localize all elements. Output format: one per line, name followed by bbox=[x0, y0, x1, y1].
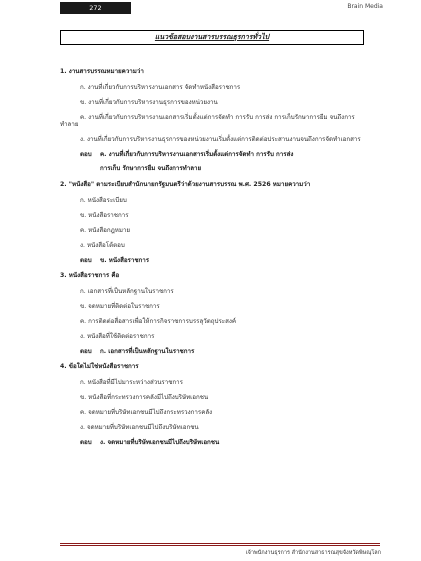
option-2d: ง. หนังสือโต้ตอบ bbox=[80, 241, 125, 249]
option-3a: ก. เอกสารที่เป็นหลักฐานในราชการ bbox=[80, 287, 174, 295]
option-3b: ข. จดหมายที่ติดต่อในราชการ bbox=[80, 302, 160, 310]
option-4b: ข. หนังสือที่กระทรวงการคลังมีไปถึงบริษัทเอกชน bbox=[80, 393, 209, 401]
question-4: 4. ข้อใดไม่ใช่หนังสือราชการ bbox=[60, 363, 139, 370]
option-1a: ก. งานที่เกี่ยวกับการบริหารงานเอกสาร จัดทำหนังสือราชการ bbox=[80, 83, 241, 91]
option-1c: ค. งานที่เกี่ยวกับการบริหารงานเอกสารเริ่มตั้งแต่การจัดทำ การรับ การส่ง การเก็บรักษาการยืม จนถึงการทำลาย bbox=[60, 113, 355, 128]
footer-divider-top bbox=[60, 543, 380, 544]
answer-text: ค. งานที่เกี่ยวกับการบริหารงานเอกสารเริ่มตั้งแต่การจัดทำ การรับ การส่ง bbox=[100, 151, 294, 158]
question-1: 1. งานสารบรรณหมายความว่า bbox=[60, 68, 144, 75]
page-title: แนวข้อสอบงานสารบรรณธุรการทั่วไป bbox=[60, 30, 364, 45]
question-2: 2. "หนังสือ" ตามระเบียบสำนักนายกรัฐมนตรีว่าด้วยงานสารบรรณ พ.ศ. 2526 หมายความว่า bbox=[60, 181, 311, 188]
footer-divider bbox=[60, 545, 380, 546]
question-3: 3. หนังสือราชการ คือ bbox=[60, 272, 120, 279]
brand-name: Brain Media bbox=[347, 3, 383, 10]
answer-label: ตอบ bbox=[80, 438, 92, 446]
answer-1-continued: การเก็บ รักษาการยืม จนถึงการทำลาย bbox=[100, 164, 202, 172]
answer-4 bbox=[60, 439, 372, 447]
option-2b: ข. หนังสือราชการ bbox=[80, 211, 129, 219]
answer-text: ง. จดหมายที่บริษัทเอกชนมีไปถึงบริษัทเอกชน bbox=[100, 438, 220, 446]
option-1b: ข. งานที่เกี่ยวกับการบริหารงานธุรการของหน่วยงาน bbox=[80, 98, 218, 106]
option-1d: ง. งานที่เกี่ยวกับการบริหารงานธุรการของหน่วยงานเริ่มตั้งแต่การติดต่อประสานงานจนถึงการจัดทำเอกสาร bbox=[80, 136, 361, 143]
option-4d: ง. จดหมายที่บริษัทเอกชนมีไปถึงบริษัทเอกชน bbox=[80, 423, 199, 431]
option-2c: ค. หนังสือกฎหมาย bbox=[80, 226, 131, 234]
option-4a: ก. หนังสือที่มีไปมาระหว่างส่วนราชการ bbox=[80, 378, 183, 386]
answer-label: ตอบ bbox=[80, 256, 92, 264]
question-list bbox=[60, 68, 372, 454]
answer-3 bbox=[60, 348, 372, 356]
answer-label: ตอบ bbox=[80, 347, 92, 355]
option-3d: ง. หนังสือที่ใช้ติดต่อราชการ bbox=[80, 332, 155, 340]
answer-text: ข. หนังสือราชการ bbox=[100, 256, 150, 264]
option-4c: ค. จดหมายที่บริษัทเอกชนมีไปถึงกระทรวงการคลัง bbox=[80, 408, 213, 416]
answer-text: ก. เอกสารที่เป็นหลักฐานในราชการ bbox=[100, 347, 195, 355]
footer-text: เจ้าพนักงานธุรการ สำนักงานสาธารณสุขจังหวัดพิษณุโลก bbox=[245, 550, 381, 556]
option-2a: ก. หนังสือระเบียบ bbox=[80, 196, 127, 204]
answer-2 bbox=[60, 257, 372, 265]
answer-1 bbox=[60, 151, 372, 159]
option-3c: ค. การติดต่อสื่อสารเพื่อให้การกิจราชการบรรลุวัตถุประสงค์ bbox=[80, 317, 237, 325]
answer-label: ตอบ bbox=[80, 151, 92, 158]
page-number: 272 bbox=[60, 2, 131, 14]
